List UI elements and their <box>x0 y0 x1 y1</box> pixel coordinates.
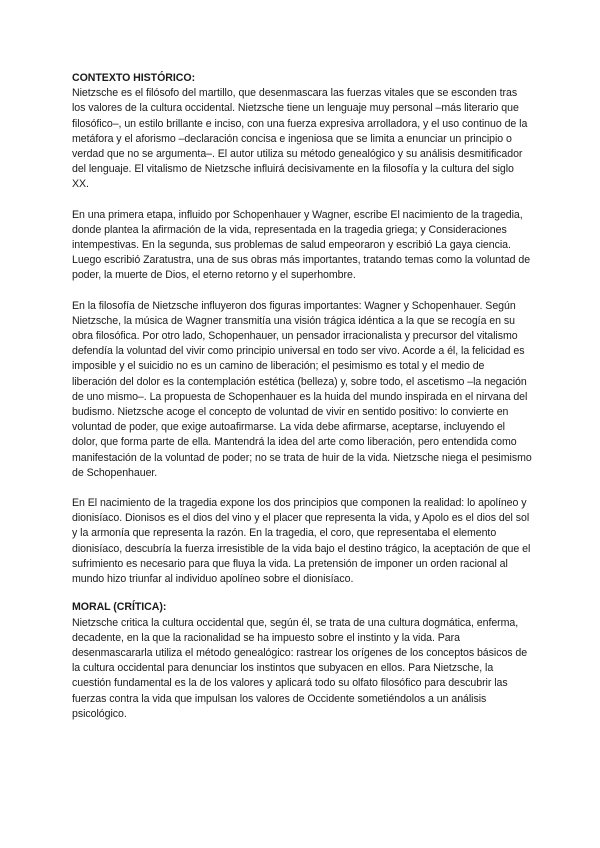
section-heading-contexto: CONTEXTO HISTÓRICO: <box>72 72 196 84</box>
document-body <box>72 71 532 722</box>
section-heading-moral: MORAL (CRÍTICA): <box>72 601 167 614</box>
paragraph: En una primera etapa, influido por Schopenhauer y Wagner, escribe El nacimiento de la tragedia, donde plantea la afirmación de la vida, representada en la tragedia griega; y Consideraciones intempestivas. En la segunda, sus problemas de salud empeoraron y escribió La gaya ciencia. Luego escribió Zaratustra, una de sus obras más importantes, tratando temas como la voluntad de poder, la muerte de Dios, el eterno retorno y el superhombre. <box>72 208 531 282</box>
paragraph-spacer <box>72 284 532 299</box>
paragraph: En la filosofía de Nietzsche influyeron dos figuras importantes: Wagner y Schopenhauer. Según Nietzsche, la música de Wagner transmitía una visión trágica idéntica a la que se recogía en su obra filosófica. Por otro lado, Schopenhauer, un pensador irracionalista y precursor del vitalismo defendía la voluntad del vivir como principio universal en todo ser vivo. Acorde a él, la felicidad es imposible y el suicidio no es un camino de liberación; el pesimismo es total y el medio de liberación del dolor es la contemplación estética (belleza) y, sobre todo, el ascetismo –la negación de uno mismo–. La propuesta de Schopenhauer es la huida del mundo inspirada en el nirvana del budismo. Nietzsche acoge el concepto de voluntad de vivir en sentido positivo: lo convierte en voluntad de poder, que exige autoafirmarse. La vida debe afirmarse, aceptarse, incluyendo el dolor, que forma parte de ella. Mantendrá la idea del arte como liberación, pero entendida como manifestación de la voluntad de poder; no se trata de huir de la vida. Nietzsche niega el pesimismo de Schopenhauer. <box>72 299 532 479</box>
paragraph-spacer <box>72 587 532 600</box>
paragraph: Nietzsche critica la cultura occidental que, según él, se trata de una cultura dogmática, enferma, decadente, en la que la racionalidad se ha impuesto sobre el instinto y la vida. Para desenmascararla utiliza el método genealógico: rastrear los orígenes de los conceptos básicos de la cultura occidental para denunciar los instintos que subyacen en ellos. Para Nietzsche, la cuestión fundamental es la de los valores y aplicará todo su olfato filosófico para descubrir las fuerzas contra la vida que impulsan los valores de Occidente sometiéndolos a un análisis psicológico. <box>72 616 528 720</box>
paragraph: En El nacimiento de la tragedia expone los dos principios que componen la realidad: lo apolíneo y dionisíaco. Dionisos es el dios del vino y el placer que representa la vida, y Apolo es el dios del sol y la armonía que representa la razón. En la tragedia, el coro, que representaba el elemento dionisíaco, descubría la fuerza irresistible de la vida bajo el destino trágico, la aceptación de que el sufrimiento es necesario para que fluya la vida. La pretensión de imponer un orden racional al mundo hizo triunfar al individuo apolíneo sobre el dionisíaco. <box>72 497 531 586</box>
paragraph-spacer <box>72 481 532 496</box>
paragraph: Nietzsche es el filósofo del martillo, que desenmascara las fuerzas vitales que se esconden tras los valores de la cultura occidental. Nietzsche tiene un lenguaje muy personal –más literario que filosófico–, un estilo brillante e inciso, con una fuerza expresiva arrolladora, y el uso continuo de la metáfora y el aforismo –declaración concisa e ingeniosa que se limita a enunciar un principio o verdad que no se argumenta–. El autor utiliza su método genealógico y su análisis desmitificador del lenguaje. El vitalismo de Nietzsche influirá decisivamente en la filosofía y la cultura del siglo XX. <box>72 87 528 191</box>
paragraph-spacer <box>72 193 532 208</box>
